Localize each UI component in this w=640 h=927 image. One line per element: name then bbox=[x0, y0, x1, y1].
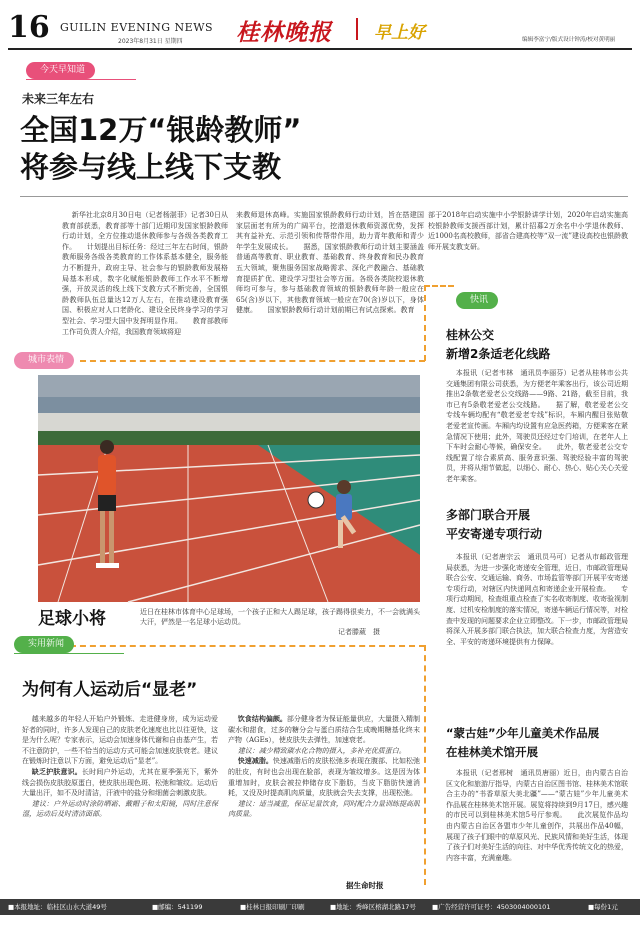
news-2-headline-line-2: 平安寄递专项行动 bbox=[446, 527, 543, 541]
health-headline: 为何有人运动后“显老” bbox=[22, 680, 198, 700]
health-point-3-heading: 快速减脂。 bbox=[237, 756, 273, 766]
page-number: 16 bbox=[8, 10, 50, 45]
footer-bar bbox=[0, 899, 640, 915]
article-subtitle: 未来三年左右 bbox=[22, 92, 95, 106]
health-source: 据生命时报 bbox=[346, 881, 384, 890]
section-logo: 早上好 bbox=[374, 23, 425, 43]
dashed-path-1 bbox=[80, 360, 425, 362]
health-point-1-body: 长时间户外运动，尤其在夏季强光下，紫外线会损伤皮肤胶原蛋白，使皮肤出现色斑、松弛和皱纹。运动后大量出汗，如不及时清洁，汗液中的盐分和细菌会刺激皮肤。 bbox=[22, 767, 219, 798]
header-rule bbox=[8, 48, 632, 50]
article-column-1 bbox=[62, 210, 228, 336]
article-column-3 bbox=[428, 210, 628, 265]
tag-underline-green bbox=[14, 653, 124, 654]
news-3-text: 本报讯（记者邢树 通讯员唐丽）近日，由内蒙古自治区文化和旅游厅指导，内蒙古自治区图书馆、桂林美术馆联合主办的“书香草原大美北疆”——“蒙古娃”少年儿童美术作品展在桂林美术馆开展。展览将持续到9月17日，感兴趣的市民可以到桂林美术馆5号厅参观。 此次展览作品均由内蒙古自治区各盟市少年儿童创作，共展出作品40幅，展现了孩子们眼中的草原风光、民族风情和美好生活，体现了孩子们对美好生活的向往、对中华优秀传统文化的热爱，内容丰富，充满童趣。 bbox=[446, 769, 628, 862]
news-2-text: 本报讯（记者唐宗云 通讯员马可）记者从市邮政管理局获悉，为进一步强化寄递安全管理，近日，市邮政管理局联合公安、交通运输、商务、市场监管等部门开展平安寄递专项行动，对辖区内快递网点和寄递企业开展检查。 专项行动期间，检查组重点检查了实名收寄制度、收寄验视制度、过机安检制度的落实情况，寄递车辆运行情况等，对检查中发现的问题要求企业立即整改。下一步，市邮政管理局将深入开展多部门联合执法，加大联合检查力度，为营造安全、平安的寄递环境提供有力保障。 bbox=[446, 553, 628, 646]
footer-print-address: ■地址：秀峰区榕湖北路17号 bbox=[330, 903, 416, 911]
health-column-1 bbox=[22, 714, 218, 889]
health-intro: 越来越多的年轻人开始户外锻炼、走进健身房，成为运动爱好者的同时，许多人发现自己的皮肤老化速度也比以往更快，这是为什么呢？专家表示，运动会加速身体代谢和自由基产生，若不注意防护，一些不恰当的运动方式可能会加速皮肤衰老。建议在锻炼时注意以下方面，避免运动后“显老”。 bbox=[22, 715, 218, 766]
article-col3-text: 部于2018年启动实施中小学银龄讲学计划，2020年启动实施高校银龄教师支援西部计划，累计招募2万余名中小学退休教师、近1000名高校教师，部省合建高校等“双一流”建设高校也银龄教师开展支教支研。 bbox=[428, 211, 628, 251]
footer-ad-license: ■广告经营许可证号：4503004000101 bbox=[432, 903, 551, 911]
article-col1-text: 新华社北京8月30日电（记者杨湛菲）记者30日从教育部获悉，教育部等十部门近期印发国家银龄教师行动计划，全方位推动退休教师参与各级各类教育工作。 计划提出目标任务：经过三年左右时间，银龄教师服务各级各类教育的工作体系基本健全，服务能力不断提升，政府主导、社会参与的银龄教师发展格局基本形成，数字化赋能银龄教师工作水平不断增强，开放灵活的线上线下支教方式不断完善，全国银龄教师队伍总量达12万人左右，在推动建设教育强国、积极应对人口老龄化、建设全民终身学习的学习型社会、学习型大国中发挥明显作用。 教育部教师工作司负责人介绍，我国教育领域将迎 bbox=[62, 211, 228, 336]
health-tip-3: 建议：适当减重，保证足量饮食，同时配合力量训练提高肌肉质量。 bbox=[228, 799, 420, 819]
dashed-path-5 bbox=[424, 645, 426, 885]
photo-credit: 记者滕葳 摄 bbox=[338, 628, 380, 636]
tag-underline bbox=[26, 79, 136, 80]
news-2-body bbox=[446, 552, 628, 704]
paper-name-en: GUILIN EVENING NEWS bbox=[60, 21, 214, 34]
health-tip-1: 建议：户外运动时涂防晒霜、戴帽子和太阳镜，同时注意保湿，运动后及时清洁面部。 bbox=[22, 799, 218, 819]
section-tag-brief: 快讯 bbox=[456, 292, 498, 309]
headline-line-2: 将参与线上线下支教 bbox=[20, 150, 282, 184]
football-photo bbox=[38, 375, 420, 602]
dashed-path-2 bbox=[424, 285, 426, 361]
footer-printer: ■桂林日报印刷厂印刷 bbox=[240, 903, 305, 911]
news-1-headline bbox=[446, 326, 550, 364]
footer-address: ■本报地址：临桂区山水大道49号 bbox=[8, 903, 107, 911]
section-tag-today: 今天早知道 bbox=[26, 62, 95, 79]
headline-rule bbox=[20, 196, 628, 197]
issue-date: 2023年8月31日 星期四 bbox=[118, 38, 183, 45]
editor-line: 编辑李富宁/版式设计钟涛/校对黄明丽 bbox=[522, 37, 616, 43]
photo-illustration bbox=[38, 375, 420, 602]
news-3-headline-line-2: 在桂林美术馆开展 bbox=[446, 745, 538, 759]
health-column-2 bbox=[228, 714, 420, 879]
health-point-3-body: 快速减脂后的皮肤松弛多表现在腹部、比如松弛的肚皮，有时也会出现在脸部，表现为皱纹增多。这是因为体重增加时，皮肤会被拉伸储存皮下脂肪，当皮下脂肪快速消耗，又没及时提高肌肉质量，皮肤就会失去支撑，出现松弛。 bbox=[228, 757, 421, 798]
news-1-headline-line-1: 桂林公交 bbox=[446, 328, 495, 342]
news-3-headline-line-1: “蒙古娃”少年儿童美术作品展 bbox=[446, 726, 600, 740]
footer-postcode: ■邮编：541199 bbox=[152, 903, 203, 911]
photo-title: 足球小将 bbox=[38, 609, 106, 629]
paper-logo: 桂林晚报 bbox=[236, 19, 332, 46]
news-3-headline bbox=[446, 724, 599, 762]
section-tag-city: 城市表情 bbox=[14, 352, 74, 369]
dashed-path-3 bbox=[424, 285, 454, 287]
headline-line-1: 全国12万“银龄教师” bbox=[20, 113, 302, 147]
section-tag-practical: 实用新闻 bbox=[14, 636, 74, 653]
article-col2-text: 来教师退休高峰。实施国家银龄教师行动计划，旨在搭建国家层面老有所为的广阔平台，挖潜退休教师资源优势，发挥其有益补充、示范引领和传帮带作用，助力青年教师和青少年学生发展成长。 据悉，国家银龄教师行动计划主要涵盖普通高等教育、职业教育、基础教育、终身教育和民办教育五大领域，聚焦服务国家战略需求、深化产教融合、基础教育提质扩优、建设学习型社会等方面。各级各类院校退休教师均可参与，参与基础教育领域的银龄教师年龄一般应在65(含)岁以下，其他教育领域一般应在70(含)岁以下，身体健康。 国家银龄教师行动计划前期已有试点探索。教育 bbox=[236, 211, 424, 315]
news-1-headline-line-2: 新增2条适老化线路 bbox=[446, 347, 551, 361]
health-tip-2: 建议：减少精致碳水化合物的摄入，多补充优质蛋白。 bbox=[237, 746, 406, 755]
news-2-headline-line-1: 多部门联合开展 bbox=[446, 508, 531, 522]
health-point-2-body: 部分健身者为保证能量供应，大量摄入精制碳水和甜食，过多的糖分会与蛋白质结合生成晚期糖基化终末产物（AGEs），使皮肤失去弹性，加速衰老。 bbox=[228, 715, 421, 745]
news-3-body bbox=[446, 768, 628, 890]
article-column-2 bbox=[236, 210, 424, 325]
dashed-path-4 bbox=[60, 645, 425, 647]
news-1-body bbox=[446, 368, 628, 488]
news-2-headline bbox=[446, 506, 542, 544]
logo-divider bbox=[356, 18, 358, 40]
photo-caption-text: 近日在桂林市体育中心足球场，一个孩子正和大人踢足球，孩子踢得很卖力，不一会就满头大汗，俨然是一名足球小运动员。 bbox=[140, 608, 420, 626]
health-point-2-heading: 饮食结构偏颇。 bbox=[237, 714, 287, 723]
article-headline bbox=[20, 112, 301, 186]
photo-caption bbox=[140, 607, 420, 637]
health-point-1-heading: 缺乏护肤意识。 bbox=[31, 766, 82, 776]
footer-price: ■每份1元 bbox=[588, 903, 618, 911]
news-1-text: 本报讯（记者韦林 通讯员李丽芬）记者从桂林市公共交通集团有限公司获悉，为方便老年乘客出行，该公司近期推出2条敬老爱老公交线路——9路、21路，截至目前，我市已有5条敬老爱老公交线路。 据了解，敬老爱老公交专线车辆均配有“敬老爱老专线”标识，车厢内醒目张贴敬老爱老宣传画。车厢内均设置有应急医药箱，方便乘客在紧急情况下使用；此外，驾驶员还经过专门培训，在老年人上下车时会耐心等候，确保安全。 此外，敬老爱老公交专线配置了综合素质高、服务意识强、驾驶经验丰富的驾驶员，并将从细节做起，以细心、耐心、热心、贴心关心关爱老年乘客。 bbox=[446, 369, 628, 483]
